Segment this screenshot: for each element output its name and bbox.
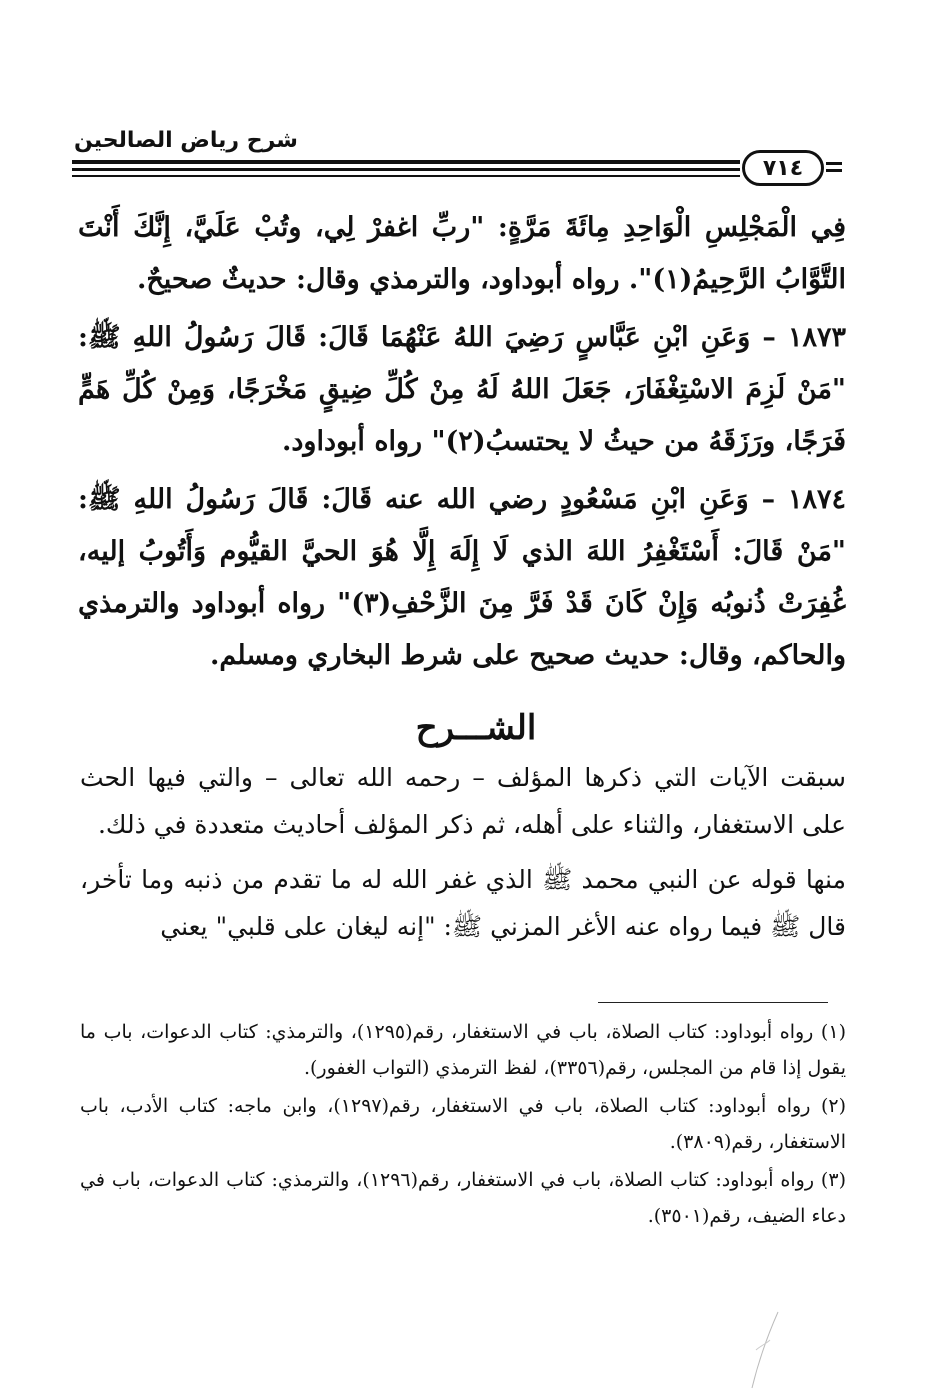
badge-ornament: [826, 162, 842, 165]
hadith-paragraph: [78, 202, 846, 306]
commentary-text: سبقت الآيات التي ذكرها المؤلف – رحمه الله تعالى – والتي فيها الحث على الاستغفار، والثناء على أهله، ثم ذكر المؤلف أحاديث متعددة في ذلك.: [80, 763, 846, 839]
hadith-text: فِي الْمَجْلِسِ الْوَاحِدِ مِائَةَ مَرَّةٍ: "ربِّ اغفرْ لِي، وتُبْ عَلَيَّ، إِنَّكَ أَنْتَ التَّوَّابُ الرَّحِيمُ(١)". رواه أبوداود، والترمذي وقال: حديثٌ صحيحٌ.: [78, 212, 846, 295]
hadith-text: ١٨٧٣ – وَعَنِ ابْنِ عَبَّاسٍ رَضِيَ اللهُ عَنْهُمَا قَالَ: قَالَ رَسُولُ اللهِ ﷺ: "مَنْ لَزِمَ الاسْتِغْفَارَ، جَعَلَ اللهُ لَهُ مِنْ كُلِّ ضِيقٍ مَخْرَجًا، وَمِنْ كُلِّ هَمٍّ فَرَجًا، ورَزَقَهُ من حيثُ لا يحتسبُ(٢)" رواه أبوداود.: [78, 322, 846, 457]
page-number: ٧١٤: [762, 155, 804, 181]
footnote-separator: [598, 1002, 828, 1003]
page-number-badge: [742, 150, 824, 186]
badge-ornament: [826, 169, 842, 172]
header-rule: [72, 160, 740, 164]
footnote: (٢) رواه أبوداود: كتاب الصلاة، باب في الاستغفار، رقم(١٢٩٧)، وابن ماجه: كتاب الأدب، باب الاستغفار، رقم(٣٨٠٩).: [80, 1095, 846, 1153]
hadith-paragraph: [78, 474, 846, 682]
section-heading: الشـــرح: [415, 708, 537, 748]
pencil-mark: [730, 1310, 790, 1390]
commentary-paragraph: [80, 754, 846, 848]
commentary-text: منها قوله عن النبي محمد ﷺ الذي غفر الله له ما تقدم من ذنبه وما تأخر، قال ﷺ فيما رواه عنه الأغر المزني ﷺ: "إنه ليغان على قلبي" يعني: [80, 865, 846, 941]
header-rule: [72, 175, 740, 177]
footnote: (٣) رواه أبوداود: كتاب الصلاة، باب في الاستغفار، رقم(١٢٩٦)، والترمذي: كتاب الدعوات، باب في دعاء الضيف، رقم(٣٥٠١).: [80, 1169, 846, 1227]
footnote: (١) رواه أبوداود: كتاب الصلاة، باب في الاستغفار، رقم(١٢٩٥)، والترمذي: كتاب الدعوات، باب ما يقول إذا قام من المجلس، رقم(٣٣٥٦)، لفظ الترمذي (التواب الغفور).: [80, 1021, 846, 1079]
hadith-text: ١٨٧٤ – وَعَنِ ابْنِ مَسْعُودٍ رضي الله عنه قَالَ: قَالَ رَسُولُ اللهِ ﷺ: "مَنْ قَالَ: أَسْتَغْفِرُ اللهَ الذي لَا إِلَهَ إِلَّا هُوَ الحيَّ القيُّوم وَأَتُوبُ إليه، غُفِرَتْ ذُنوبُه وَإِنْ كَانَ قَدْ فَرَّ مِنَ الزَّحْفِ(٣)" رواه أبوداود والترمذي والحاكم، وقال: حديث صحيح على شرط البخاري ومسلم.: [78, 484, 846, 671]
commentary-paragraph: [80, 856, 846, 950]
running-header-title: شرح رياض الصالحين: [74, 128, 298, 153]
hadith-paragraph: [78, 312, 846, 468]
header-rule: [72, 168, 740, 171]
footnotes: [80, 1014, 846, 1236]
